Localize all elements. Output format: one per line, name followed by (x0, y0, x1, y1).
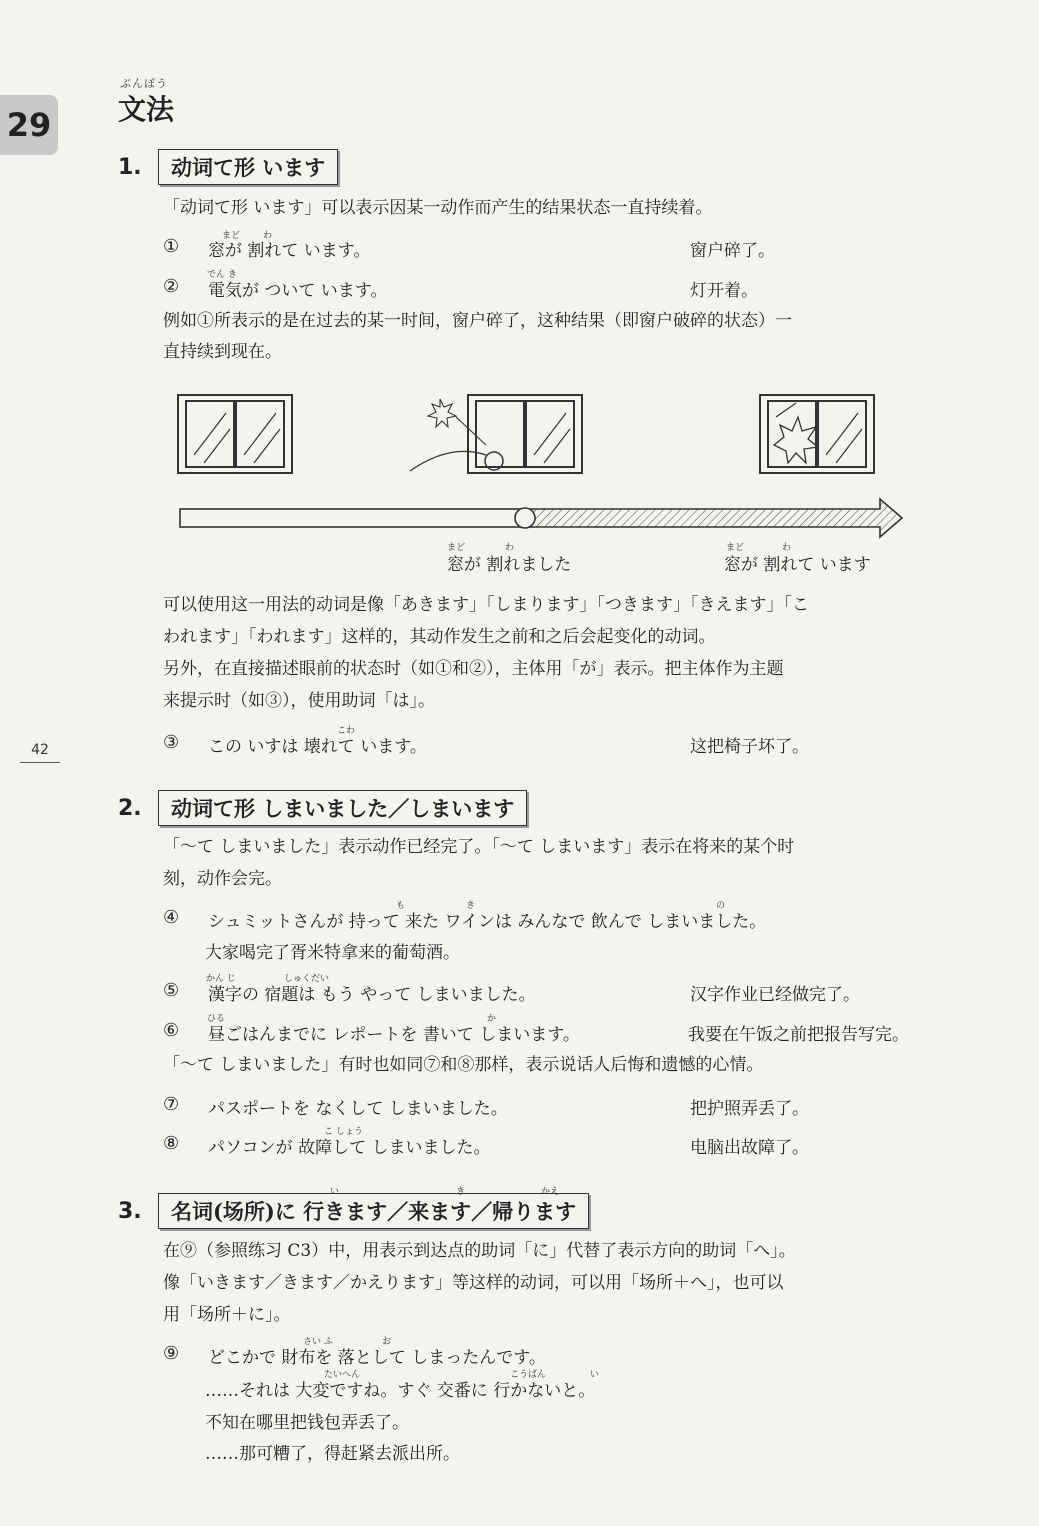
example-2-number: ② (163, 276, 180, 297)
example-2-jp: 電気が ついて います。 (208, 281, 388, 301)
section-2-number: 2. (118, 796, 142, 821)
example-9-number: ⑨ (163, 1343, 180, 1364)
example-4-jp: シュミットさんが 持って 来た ワインは みんなで 飲んで しまいました。 (208, 912, 767, 932)
section-2-title: 动词て形 しまいました／しまいます (158, 790, 527, 826)
ruby-ki: き (466, 901, 476, 911)
example-7-jp: パスポートを なくして しまいました。 (208, 1099, 508, 1119)
section-3-p-line-2: 像「いきます／きます／かえります」等这样的动词，可以用「场所＋へ」，也可以 (163, 1273, 784, 1293)
timeline-arrow (180, 499, 902, 537)
title-ruby-ki: き (456, 1187, 466, 1197)
page-number: 42 (20, 742, 60, 763)
example-2-cn: 灯开着。 (690, 281, 758, 301)
ruby-saifu: さい ふ (303, 1337, 333, 1347)
example-6-jp: 昼ごはんまでに レポートを 書いて しまいます。 (208, 1025, 580, 1045)
example-9-cn-line-1: 不知在哪里把钱包弄丢了。 (205, 1413, 409, 1433)
section-1-explain-line-2: 直持续到现在。 (163, 342, 282, 362)
ruby-koshou: こ しょう (324, 1127, 363, 1137)
example-6-cn: 我要在午饭之前把报告写完。 (688, 1025, 909, 1045)
broken-window-icon (760, 395, 874, 473)
example-3-number: ③ (163, 732, 180, 753)
section-2-note: 「～て しまいました」有时也如同⑦和⑧那样，表示说话人后悔和遗憾的心情。 (163, 1055, 764, 1075)
section-1-title: 动词て形 います (158, 149, 338, 185)
example-3-cn: 这把椅子坏了。 (690, 737, 809, 757)
chapter-tab: 29 (0, 95, 58, 155)
example-7-number: ⑦ (163, 1094, 180, 1115)
fig-ruby-mado-left: まど (447, 543, 466, 553)
section-1-explain-line-1: 例如①所表示的是在过去的某一时间，窗户碎了，这种结果（即窗户破碎的状态）一 (163, 311, 792, 331)
ruby-o: お (382, 1337, 392, 1347)
fig-ruby-mado-right: まど (726, 543, 745, 553)
title-ruby-i: い (330, 1187, 340, 1197)
ball-hitting-window-icon (410, 395, 582, 473)
ruby-ka: か (487, 1014, 497, 1024)
example-9-jp-line-1: どこかで 財布を 落として しまったんです。 (208, 1348, 546, 1368)
example-8-jp: パソコンが 故障して しまいました。 (208, 1138, 491, 1158)
intact-window-icon (178, 395, 292, 473)
section-2-intro-line-1: 「～て しまいました」表示动作已经完了。「～て しまいます」表示在将来的某个时 (163, 837, 795, 857)
example-1-jp: 窓が 割れて います。 (208, 241, 371, 261)
example-6-number: ⑥ (163, 1020, 180, 1041)
section-3-number: 3. (118, 1199, 142, 1224)
fig-ruby-wa-right: わ (782, 543, 792, 553)
example-5-cn: 汉字作业已经做完了。 (690, 985, 860, 1005)
ruby-kowa: こわ (337, 726, 356, 736)
example-5-number: ⑤ (163, 980, 180, 1001)
section-1-number: 1. (118, 155, 142, 180)
fig-label-right: 窓が 割れて います (724, 555, 871, 575)
example-9-jp-line-2: ……それは 大変ですね。すぐ 交番に 行かないと。 (205, 1381, 596, 1401)
example-5-jp: 漢字の 宿題は もう やって しまいました。 (208, 985, 536, 1005)
ruby-kanji: かん じ (206, 974, 236, 984)
example-4-number: ④ (163, 907, 180, 928)
ruby-wa: わ (263, 231, 273, 241)
page-title: 文法 (118, 93, 175, 126)
section-2-intro-line-2: 刻，动作会完。 (163, 869, 282, 889)
section-3-p-line-1: 在⑨（参照练习 C3）中，用表示到达点的助词「に」代替了表示方向的助词「へ」。 (163, 1241, 796, 1261)
fig-label-left: 窓が 割れました (447, 555, 572, 575)
section-1-intro: 「动词て形 います」可以表示因某一动作而产生的结果状态一直持续着。 (163, 198, 713, 218)
section-3-title: 名词(场所)に 行きます／来ます／帰ります (158, 1193, 589, 1229)
ruby-i: い (590, 1370, 600, 1380)
heading-ruby: ぶんぽう (120, 77, 168, 90)
example-1-number: ① (163, 236, 180, 257)
fig-ruby-wa-left: わ (505, 543, 515, 553)
example-8-cn: 电脑出故障了。 (690, 1138, 809, 1158)
section-3-p-line-3: 用「场所＋に」。 (163, 1305, 291, 1325)
example-8-number: ⑧ (163, 1133, 180, 1154)
example-7-cn: 把护照弄丢了。 (690, 1099, 809, 1119)
section-1-p2-line-1: 可以使用这一用法的动词是像「あきます」「しまります」「つきます」「きえます」「こ (163, 595, 809, 615)
section-1-p2-line-2: われます」「われます」这样的，其动作发生之前和之后会起变化的动词。 (163, 627, 716, 647)
example-1-cn: 窗户碎了。 (690, 241, 775, 261)
example-3-jp: この いすは 壊れて います。 (208, 737, 427, 757)
ruby-mo: も (396, 901, 406, 911)
section-1-p3-line-2: 来提示时（如③），使用助词「は」。 (163, 691, 435, 711)
ruby-denki: でん き (207, 270, 237, 280)
section-1-p3-line-1: 另外，在直接描述眼前的状态时（如①和②），主体用「が」表示。把主体作为主题 (163, 659, 784, 679)
ruby-hiru: ひる (207, 1014, 226, 1024)
ruby-mado: まど (222, 231, 241, 241)
title-ruby-kae: かえ (541, 1187, 560, 1197)
ruby-no: の (716, 901, 726, 911)
example-4-cn: 大家喝完了胥米特拿来的葡萄酒。 (205, 943, 460, 963)
ruby-taihen: たいへん (324, 1370, 361, 1380)
ruby-shukudai: しゅくだい (284, 974, 330, 984)
ruby-kouban: こうばん (510, 1370, 547, 1380)
example-9-cn-line-2: ……那可糟了，得赶紧去派出所。 (205, 1444, 460, 1464)
